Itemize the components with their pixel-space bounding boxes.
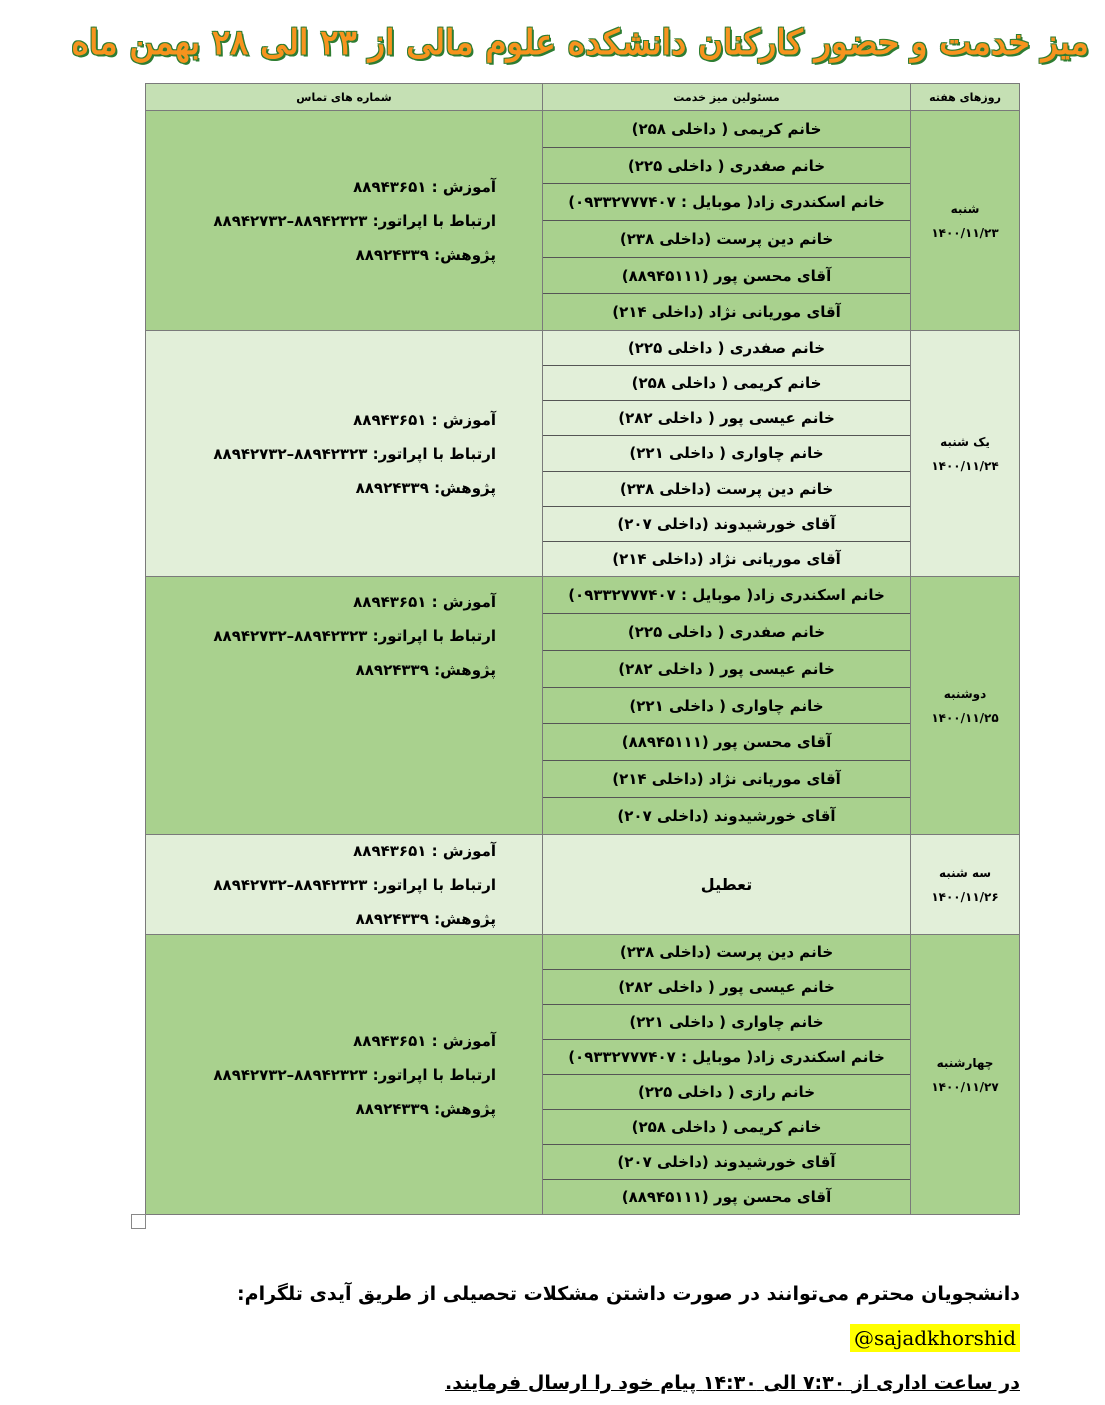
contact-cell	[146, 577, 542, 834]
contact-research: پژوهش: ۸۸۹۲۴۳۳۹	[355, 245, 496, 264]
staff-item: خانم کریمی ( داخلی ۲۵۸)	[543, 111, 910, 148]
footer-line-1	[108, 1272, 1020, 1361]
staff-item: خانم دین پرست (داخلی ۲۳۸)	[543, 472, 910, 507]
contact-cell	[146, 835, 542, 934]
staff-item: خانم عیسی پور ( داخلی ۲۸۲)	[543, 401, 910, 436]
contact-operator: ارتباط با اپراتور: ۸۸۹۴۲۳۲۳–۸۸۹۴۲۷۳۲	[213, 875, 496, 894]
staff-item: آقای خورشیدوند (داخلی ۲۰۷)	[543, 507, 910, 542]
day-cell	[910, 935, 1019, 1214]
day-date: ۱۴۰۰/۱۱/۲۴	[931, 458, 999, 473]
table-row-sunday	[146, 331, 1019, 577]
contact-education: آموزش : ۸۸۹۴۳۶۵۱	[353, 593, 496, 611]
table-header	[146, 84, 1019, 111]
header-contact: شماره های تماس	[296, 90, 392, 104]
contact-operator: ارتباط با اپراتور: ۸۸۹۴۲۳۲۳–۸۸۹۴۲۷۳۲	[213, 211, 496, 230]
day-name: شنبه	[950, 201, 980, 216]
staff-item: خانم صفدری ( داخلی ۲۲۵)	[543, 331, 910, 366]
holiday-label: تعطیل	[700, 875, 753, 894]
staff-item: خانم کریمی ( داخلی ۲۵۸)	[543, 366, 910, 401]
day-date: ۱۴۰۰/۱۱/۲۵	[931, 710, 999, 725]
staff-item: خانم اسکندری زاد( موبایل : ۰۹۳۳۲۷۷۷۴۰۷)	[543, 184, 910, 221]
staff-item: آقای محسن پور (۸۸۹۴۵۱۱۱)	[543, 724, 910, 761]
day-cell	[910, 835, 1019, 934]
table-anchor-handle[interactable]	[131, 1214, 146, 1229]
contact-research: پژوهش: ۸۸۹۲۴۳۳۹	[355, 478, 496, 497]
day-cell	[910, 111, 1019, 330]
footer-note	[108, 1272, 1020, 1405]
staff-item: خانم اسکندری زاد( موبایل : ۰۹۳۳۲۷۷۷۴۰۷)	[543, 1040, 910, 1075]
day-cell	[910, 577, 1019, 834]
schedule-table	[145, 83, 1020, 1215]
table-row-saturday	[146, 111, 1019, 331]
day-name: چهارشنبه	[936, 1055, 994, 1070]
staff-item: خانم چاواری ( داخلی ۲۲۱)	[543, 1005, 910, 1040]
contact-research: پژوهش: ۸۸۹۲۴۳۳۹	[355, 909, 496, 928]
contact-research: پژوهش: ۸۸۹۲۴۳۳۹	[355, 661, 496, 679]
staff-item: خانم رازی ( داخلی ۲۲۵)	[543, 1075, 910, 1110]
staff-cell	[542, 331, 910, 576]
staff-item: آقای خورشیدوند (داخلی ۲۰۷)	[543, 1145, 910, 1180]
telegram-id: @sajadkhorshid	[850, 1324, 1020, 1352]
day-date: ۱۴۰۰/۱۱/۲۶	[931, 889, 999, 904]
staff-item: خانم صفدری ( داخلی ۲۲۵)	[543, 148, 910, 185]
contact-cell	[146, 331, 542, 576]
staff-item: خانم کریمی ( داخلی ۲۵۸)	[543, 1110, 910, 1145]
staff-item: آقای موریانی نژاد (داخلی ۲۱۴)	[612, 549, 841, 568]
contact-education: آموزش : ۸۸۹۴۳۶۵۱	[353, 177, 496, 196]
staff-item: خانم چاواری ( داخلی ۲۲۱)	[543, 688, 910, 725]
footer-line-2-prefix: در ساعت اداری از	[851, 1372, 1020, 1394]
staff-item: آقای موریانی نژاد (داخلی ۲۱۴)	[612, 303, 841, 322]
contact-operator: ارتباط با اپراتور: ۸۸۹۴۲۳۲۳–۸۸۹۴۲۷۳۲	[213, 444, 496, 463]
staff-item: خانم دین پرست (داخلی ۲۳۸)	[543, 221, 910, 258]
staff-cell	[542, 835, 910, 934]
staff-item: آقای خورشیدوند (داخلی ۲۰۷)	[617, 807, 836, 826]
day-name: دوشنبه	[943, 686, 987, 701]
staff-item: خانم اسکندری زاد( موبایل : ۰۹۳۳۲۷۷۷۴۰۷)	[543, 577, 910, 614]
contact-cell	[146, 935, 542, 1214]
staff-item: آقای محسن پور (۸۸۹۴۵۱۱۱)	[621, 1188, 832, 1206]
staff-item: آقای محسن پور (۸۸۹۴۵۱۱۱)	[543, 258, 910, 295]
page-title: میز خدمت و حضور کارکنان دانشکده علوم مالی از ۲۳ الی ۲۸ بهمن ماه	[71, 23, 1089, 63]
staff-cell	[542, 111, 910, 330]
table-row-monday	[146, 577, 1019, 835]
table-row-tuesday	[146, 835, 1019, 935]
day-name: سه شنبه	[938, 865, 992, 880]
contact-research: پژوهش: ۸۸۹۲۴۳۳۹	[355, 1099, 496, 1118]
staff-item: آقای موریانی نژاد (داخلی ۲۱۴)	[543, 761, 910, 798]
day-date: ۱۴۰۰/۱۱/۲۷	[931, 1079, 999, 1094]
staff-item: خانم عیسی پور ( داخلی ۲۸۲)	[543, 970, 910, 1005]
office-hours: ۷:۳۰ الی ۱۴:۳۰	[702, 1372, 846, 1394]
table-row-wednesday	[146, 935, 1019, 1214]
staff-item: خانم چاواری ( داخلی ۲۲۱)	[543, 436, 910, 471]
staff-item: خانم دین پرست (داخلی ۲۳۸)	[543, 935, 910, 970]
contact-education: آموزش : ۸۸۹۴۳۶۵۱	[353, 410, 496, 429]
staff-item: خانم صفدری ( داخلی ۲۲۵)	[543, 614, 910, 651]
staff-item: خانم عیسی پور ( داخلی ۲۸۲)	[543, 651, 910, 688]
contact-operator: ارتباط با اپراتور: ۸۸۹۴۲۳۲۳–۸۸۹۴۲۷۳۲	[213, 627, 496, 645]
header-day: روزهای هفته	[910, 84, 1019, 110]
footer-line-2	[108, 1361, 1020, 1405]
contact-education: آموزش : ۸۸۹۴۳۶۵۱	[353, 1031, 496, 1050]
day-name: یک شنبه	[940, 434, 990, 449]
contact-cell	[146, 111, 542, 330]
contact-operator: ارتباط با اپراتور: ۸۸۹۴۲۳۲۳–۸۸۹۴۲۷۳۲	[213, 1065, 496, 1084]
contact-education: آموزش : ۸۸۹۴۳۶۵۱	[353, 841, 496, 860]
footer-line-2-suffix: پیام خود را ارسال فرمایند.	[445, 1372, 697, 1394]
staff-cell	[542, 935, 910, 1214]
header-staff: مسئولین میز خدمت	[542, 84, 910, 110]
footer-line-1-text: دانشجویان محترم می‌توانند در صورت داشتن مشکلات تحصیلی از طریق آیدی تلگرام:	[237, 1283, 1020, 1305]
day-date: ۱۴۰۰/۱۱/۲۳	[931, 225, 999, 240]
day-cell	[910, 331, 1019, 576]
staff-cell	[542, 577, 910, 834]
